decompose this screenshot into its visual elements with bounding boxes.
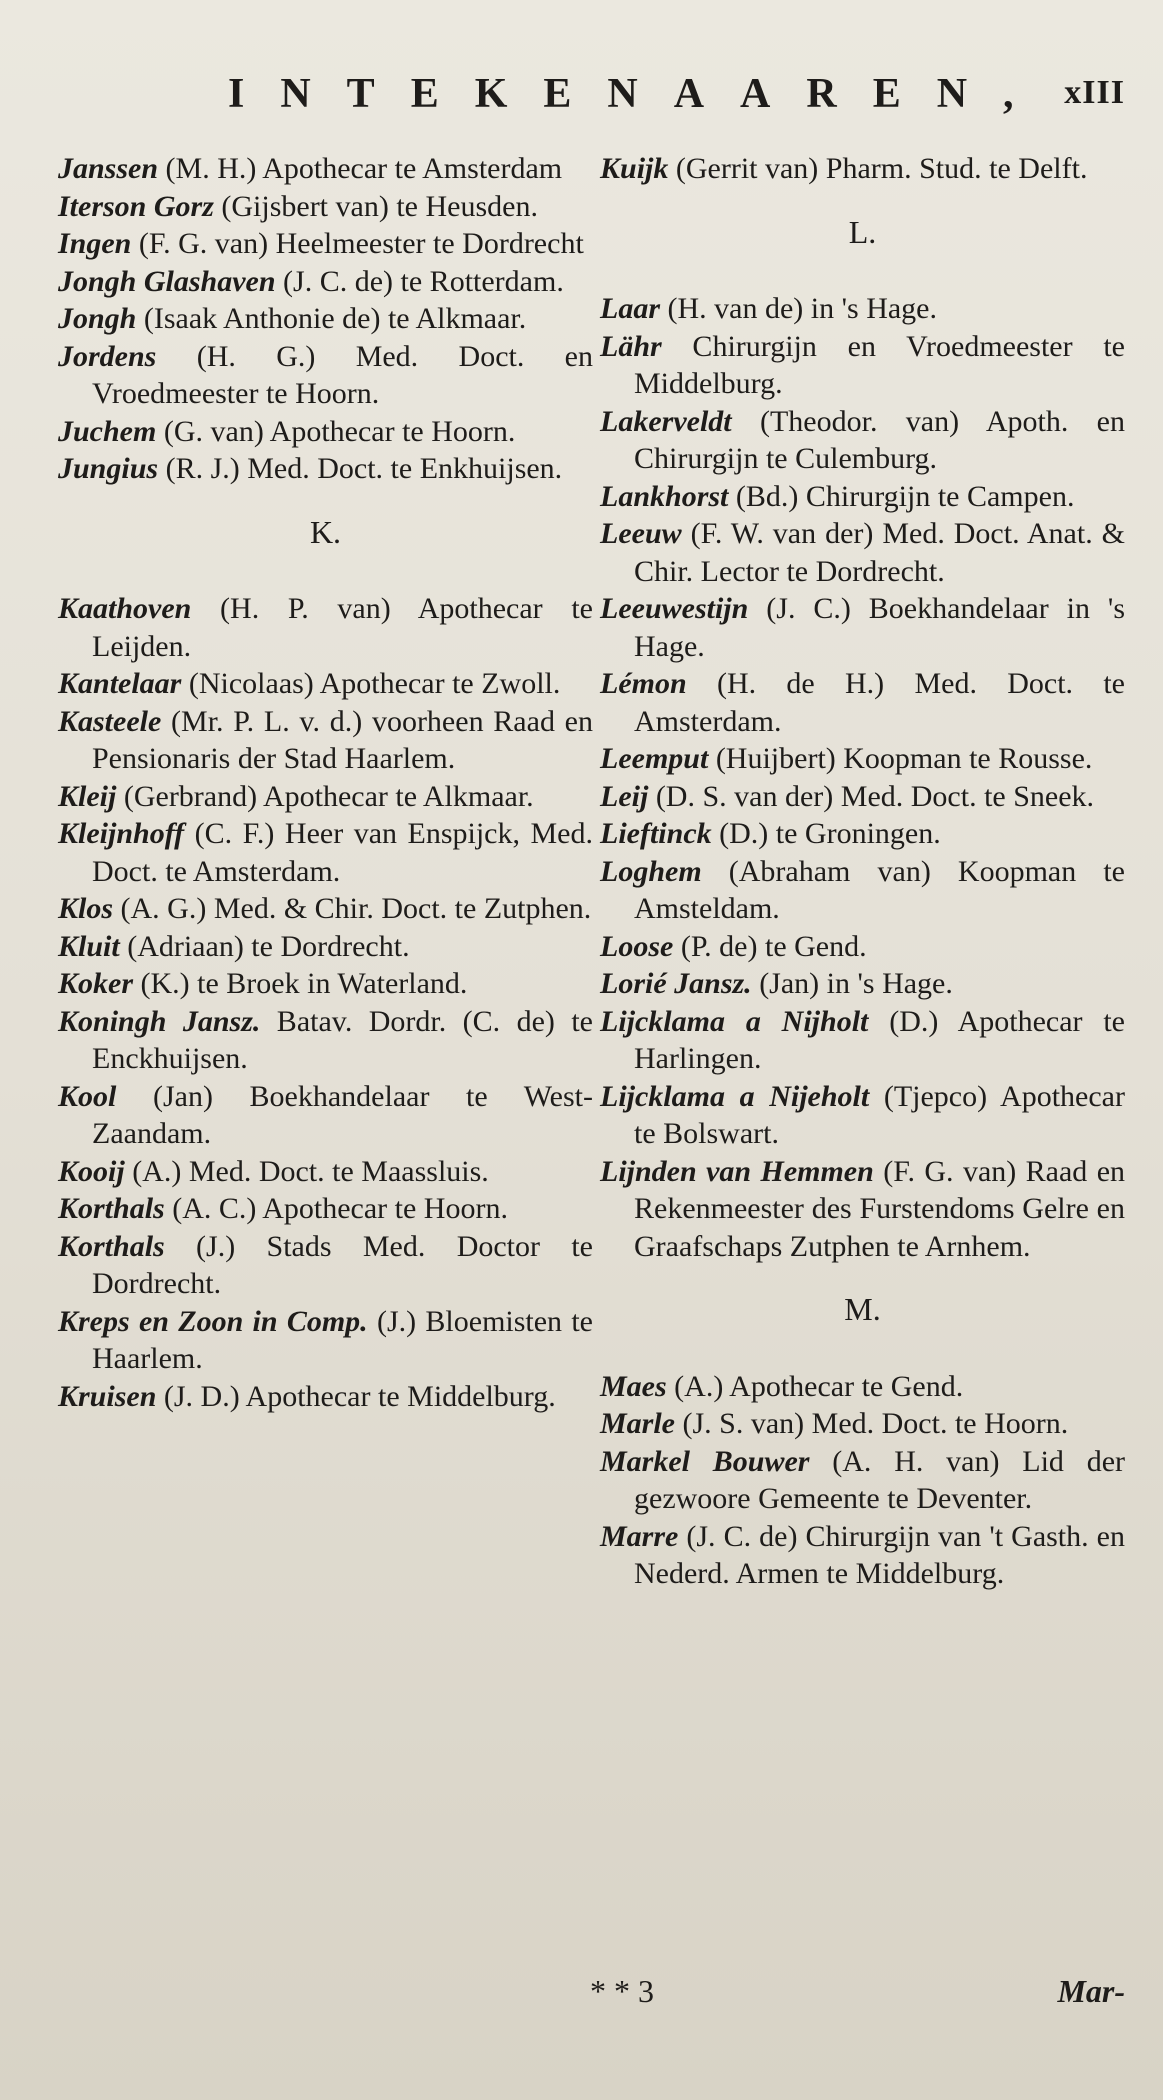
entries-continued	[600, 150, 1125, 188]
subscriber-details: (A.) Apothecar te Gend.	[666, 1369, 964, 1403]
subscriber-entry	[58, 413, 593, 451]
subscriber-entry	[600, 515, 1125, 590]
subscriber-name: Kreps en Zoon in Comp.	[58, 1304, 368, 1338]
subscriber-name: Lémon	[600, 667, 687, 700]
running-head	[0, 70, 1163, 130]
subscriber-entry	[58, 1153, 593, 1191]
subscriber-entry	[600, 1153, 1125, 1266]
signature-mark: * * 3	[590, 1973, 654, 2009]
subscriber-name: Marle	[600, 1407, 675, 1440]
subscriber-details: (Gerbrand) Apothecar te Alkmaar.	[116, 779, 534, 813]
left-column	[58, 150, 593, 1415]
subscriber-name: Loose	[600, 929, 674, 963]
subscriber-details: (A.) Med. Doct. te Maassluis.	[124, 1154, 489, 1188]
subscriber-details: Chirurgijn en Vroedmeester te Middelburg.	[634, 329, 1125, 400]
subscriber-details: (J. C.) Boekhandelaar in 's Hage.	[634, 592, 1125, 663]
section-letter-k: K.	[309, 513, 342, 550]
subscriber-entry	[600, 928, 1125, 966]
subscriber-name: Lijnden van Hemmen	[600, 1154, 874, 1188]
subscriber-details: (J.) Bloemisten te Haarlem.	[92, 1304, 593, 1375]
subscriber-details: (P. de) te Gend.	[673, 929, 867, 963]
entries-letter-k	[58, 590, 593, 1415]
right-column	[600, 150, 1125, 1593]
subscriber-name: Laar	[600, 292, 660, 325]
subscriber-entry	[58, 590, 593, 665]
subscriber-name: Jongh	[58, 302, 137, 335]
subscriber-name: Koningh Jansz.	[58, 1004, 261, 1038]
subscriber-entry	[600, 1443, 1125, 1518]
subscriber-details: (Theodor. van) Apoth. en Chirurgijn te Culemburg.	[634, 404, 1125, 475]
subscriber-details: (J.) Stads Med. Doctor te Dordrecht.	[92, 1229, 593, 1300]
subscriber-details: (Tjepco) Apothecar te Bolswart.	[634, 1079, 1125, 1150]
subscriber-name: Maes	[600, 1369, 667, 1403]
page-number: xIII	[1064, 74, 1125, 111]
subscriber-entry	[58, 703, 593, 778]
catchword: Mar-	[1057, 1973, 1125, 2009]
subscriber-details: Batav. Dordr. (C. de) te Enckhuijsen.	[92, 1004, 593, 1075]
subscriber-name: Lankhorst	[600, 479, 729, 513]
subscriber-entry	[58, 1378, 593, 1416]
subscriber-entry	[58, 965, 593, 1003]
subscriber-entry	[600, 815, 1125, 853]
subscriber-entry	[600, 403, 1125, 478]
subscriber-details: (C. F.) Heer van Enspijck, Med. Doct. te Amsterdam.	[92, 817, 593, 888]
subscriber-details: (A. G.) Med. & Chir. Doct. te Zutphen.	[113, 892, 592, 925]
subscriber-details: (A. H. van) Lid der gezwoore Gemeente te Deventer.	[634, 1444, 1125, 1515]
subscriber-details: (R. J.) Med. Doct. te Enkhuijsen.	[158, 452, 563, 485]
subscriber-entry	[58, 188, 593, 226]
subscriber-details: (J. S. van) Med. Doct. te Hoorn.	[675, 1407, 1069, 1440]
subscriber-details: (Adriaan) te Dordrecht.	[119, 929, 410, 963]
subscriber-details: (F. G. van) Heelmeester te Dordrecht	[131, 227, 584, 260]
subscriber-details: (M. H.) Apothecar te Amsterdam	[158, 152, 563, 185]
section-letter-m: M.	[844, 1291, 881, 1327]
subscriber-name: Loghem	[600, 854, 702, 888]
subscriber-name: Kluit	[58, 929, 120, 963]
subscriber-name: Kaathoven	[58, 592, 192, 625]
subscriber-name: Lähr	[600, 329, 662, 363]
subscriber-name: Kleijnhoff	[58, 817, 185, 850]
subscriber-name: Kleij	[58, 779, 117, 813]
entries-letter-i	[58, 150, 593, 488]
subscriber-name: Lorié Jansz.	[600, 967, 752, 1000]
page-title: INTEKENAAREN,	[228, 71, 1050, 117]
subscriber-details: (G. van) Apothecar te Hoorn.	[156, 414, 516, 448]
subscriber-entry	[58, 1003, 593, 1078]
subscriber-entry	[600, 665, 1125, 740]
subscriber-entry	[600, 290, 1125, 328]
subscriber-name: Juchem	[58, 414, 157, 448]
subscriber-entry	[58, 225, 593, 263]
subscriber-entry	[600, 328, 1125, 403]
subscriber-entry	[600, 1078, 1125, 1153]
subscriber-entry	[58, 263, 593, 301]
subscriber-name: Markel Bouwer	[600, 1444, 810, 1478]
subscriber-details: (F. W. van der) Med. Doct. Anat. & Chir. Lector te Dordrecht.	[634, 517, 1125, 588]
subscriber-entry	[600, 150, 1125, 188]
subscriber-name: Iterson Gorz	[58, 189, 214, 223]
subscriber-entry	[600, 478, 1125, 516]
subscriber-name: Kool	[58, 1079, 117, 1113]
subscriber-name: Lijcklama a Nijholt	[600, 1004, 869, 1038]
subscriber-name: Kooij	[58, 1154, 125, 1188]
subscriber-details: (Mr. P. L. v. d.) voorheen Raad en Pensionaris der Stad Haarlem.	[92, 704, 593, 775]
entries-letter-m	[600, 1368, 1125, 1593]
subscriber-details: (Huijbert) Koopman te Rousse.	[708, 742, 1093, 775]
subscriber-details: (Gijsbert van) te Heusden.	[213, 189, 538, 223]
subscriber-details: (F. G. van) Raad en Rekenmeester des Furstendoms Gelre en Graafschaps Zutphen te Arnhem.	[634, 1154, 1126, 1263]
subscriber-name: Koker	[58, 967, 133, 1000]
subscriber-details: (Jan) Boekhandelaar te West-Zaandam.	[92, 1079, 593, 1150]
subscriber-details: (H. G.) Med. Doct. en Vroedmeester te Hoorn.	[92, 339, 593, 410]
subscriber-entry	[600, 1405, 1125, 1443]
subscriber-entry	[58, 1228, 593, 1303]
subscriber-entry	[58, 1078, 593, 1153]
subscriber-details: (H. P. van) Apothecar te Leijden.	[92, 592, 593, 663]
subscriber-details: (A. C.) Apothecar te Hoorn.	[164, 1192, 508, 1225]
subscriber-name: Korthals	[58, 1192, 165, 1225]
subscriber-name: Lieftinck	[600, 817, 712, 850]
subscriber-details: (D.) te Groningen.	[711, 817, 941, 850]
subscriber-name: Jongh Glashaven	[58, 264, 276, 298]
subscriber-name: Lakerveldt	[600, 404, 732, 438]
subscriber-entry	[58, 1303, 593, 1378]
subscriber-details: (H. van de) in 's Hage.	[660, 292, 937, 325]
subscriber-entry	[600, 965, 1125, 1003]
subscriber-details: (Abraham van) Koopman te Amsteldam.	[634, 854, 1125, 925]
subscriber-details: (Bd.) Chirurgijn te Campen.	[728, 479, 1075, 513]
subscriber-name: Leemput	[600, 742, 709, 775]
subscriber-entry	[600, 740, 1125, 778]
subscriber-details: (Gerrit van) Pharm. Stud. te Delft.	[668, 152, 1088, 185]
subscriber-name: Jungius	[58, 452, 159, 485]
subscriber-details: (K.) te Broek in Waterland.	[133, 967, 468, 1000]
subscriber-entry	[58, 890, 593, 928]
subscriber-name: Leeuw	[600, 517, 682, 550]
subscriber-name: Leeuwestijn	[600, 592, 749, 625]
subscriber-entry	[600, 778, 1125, 816]
subscriber-entry	[58, 450, 593, 488]
subscriber-entry	[58, 338, 593, 413]
subscriber-details: (J. C. de) Chirurgijn van 't Gasth. en Nederd. Armen te Middelburg.	[634, 1519, 1125, 1590]
subscriber-details: (D. S. van der) Med. Doct. te Sneek.	[648, 779, 1095, 813]
subscriber-entry	[58, 815, 593, 890]
subscriber-name: Klos	[58, 892, 114, 925]
subscriber-details: (H. de H.) Med. Doct. te Amsterdam.	[634, 667, 1125, 738]
subscriber-name: Jordens	[58, 339, 157, 373]
subscriber-name: Janssen	[58, 152, 159, 185]
subscriber-name: Kuijk	[600, 152, 669, 185]
subscriber-entry	[58, 300, 593, 338]
subscriber-details: (Nicolaas) Apothecar te Zwoll.	[181, 667, 561, 700]
subscriber-name: Kruisen	[58, 1379, 157, 1413]
subscriber-entry	[58, 928, 593, 966]
subscriber-name: Kasteele	[58, 704, 162, 738]
subscriber-name: Lijcklama a Nijeholt	[600, 1079, 870, 1113]
subscriber-entry	[600, 590, 1125, 665]
subscriber-entry	[58, 665, 593, 703]
subscriber-entry	[600, 853, 1125, 928]
entries-letter-l	[600, 290, 1125, 1265]
subscriber-details: (J. C. de) te Rotterdam.	[275, 264, 564, 298]
subscriber-details: (Isaak Anthonie de) te Alkmaar.	[136, 302, 527, 335]
subscriber-details: (Jan) in 's Hage.	[751, 967, 953, 1000]
subscriber-name: Kantelaar	[58, 667, 182, 700]
subscriber-entry	[58, 1190, 593, 1228]
subscriber-name: Ingen	[58, 227, 132, 260]
subscriber-entry	[58, 150, 593, 188]
subscriber-details: (D.) Apothecar te Harlingen.	[634, 1004, 1126, 1075]
subscriber-entry	[600, 1518, 1125, 1593]
subscriber-entry	[600, 1003, 1125, 1078]
section-letter-l: L.	[848, 213, 877, 250]
subscriber-entry	[58, 778, 593, 816]
subscriber-details: (J. D.) Apothecar te Middelburg.	[156, 1379, 556, 1413]
subscriber-entry	[600, 1368, 1125, 1406]
subscriber-name: Marre	[600, 1519, 679, 1553]
subscriber-name: Korthals	[58, 1229, 165, 1263]
subscriber-name: Leij	[600, 779, 649, 813]
